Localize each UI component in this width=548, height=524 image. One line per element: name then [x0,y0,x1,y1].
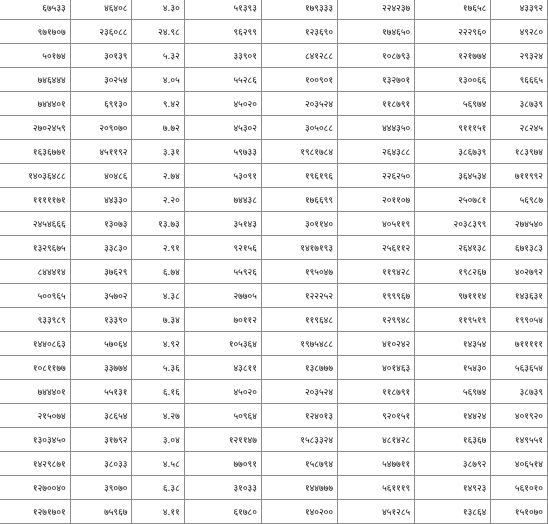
table-cell: २१५०७४ [0,404,70,428]
table-cell: ५१३९३ [184,0,261,20]
table-cell: ३८६५४ [70,404,132,428]
table-cell: २७७०५ [184,284,261,308]
table-cell: १५८३३२४ [261,428,337,452]
table-cell: ५५१३१ [70,380,132,404]
table-cell: १३२९६७५ [0,236,70,260]
table-cell: ७.७२ [132,116,184,140]
table-row [0,500,548,524]
table-cell: १५८७९४ [261,452,337,476]
table-cell: २९३२४ [491,44,548,68]
table-cell: २४.९८ [132,20,184,44]
table-cell: ५४७७११ [338,452,415,476]
table-cell: ३८०३३ [70,452,132,476]
table-cell: ४०१९२० [491,404,548,428]
table-cell: ११९५१९ [415,308,491,332]
table-cell: ३८७९२ [415,452,491,476]
table-cell: २०३५२४ [261,92,337,116]
table-cell: १३०७३ [70,212,132,236]
table-cell: २०११०७ [338,188,415,212]
table-row [0,284,548,308]
table-cell: ४५१२८५ [338,500,415,524]
table-cell: ३३८३० [70,236,132,260]
table-cell: १५१०७० [491,500,548,524]
table-cell: ५६९७४ [415,92,491,116]
table-cell: १९८२६७ [415,260,491,284]
table-cell: ७७०९१ [184,452,261,476]
table-cell: १२११४७ [184,428,261,452]
table-row [0,68,548,92]
table-cell: ३.०४ [132,428,184,452]
table-cell: ३९०७० [70,476,132,500]
table-cell: ५५९२६ [184,260,261,284]
table-cell: ९१११५१ [415,116,491,140]
table-cell: १२१७७४ [415,44,491,68]
table-cell: १२२२५२ [261,284,337,308]
table-cell: ४६४०८ [70,0,132,20]
table-cell: ५०१७४ [0,44,70,68]
table-cell: ३०५०८८ [261,116,337,140]
table-cell: १३८६४ [415,500,491,524]
table-cell: २८२४५ [491,116,548,140]
table-cell: २२२९६० [415,20,491,44]
table-cell: ३३९०१ [184,44,261,68]
table-cell: ९६२९९ [184,20,261,44]
table-cell: ७४४४०१ [0,380,70,404]
table-cell: ६१७८० [184,500,261,524]
table-cell: १४९५५१ [491,428,548,452]
table-cell: ५००९६५ [0,284,70,308]
table-cell: ४०४८६ [70,164,132,188]
table-cell: ४०५११९ [338,212,415,236]
table-cell: २६४१३८ [415,236,491,260]
table-cell: २७४५४० [491,212,548,236]
table-cell: ५९७३३ [184,140,261,164]
table-cell: १११११७१ [0,188,70,212]
table-cell: १८३९७४ [491,140,548,164]
table-cell: ३८६७३९ [415,140,491,164]
table-cell: २६४३८८ [338,140,415,164]
table-cell: ९३३९८९ [0,308,70,332]
table-cell: १९६१९६ [261,164,337,188]
table-cell: ४५११९२ [70,140,132,164]
table-cell: १७६५८ [415,0,491,20]
table-cell: २.२० [132,188,184,212]
table-cell: १०८७९३ [338,44,415,68]
table-cell: १३००६६ [415,68,491,92]
table-cell: ९७१११४ [415,284,491,308]
table-cell: २.७४ [132,164,184,188]
table-row [0,164,548,188]
table-cell: ४.२७ [132,404,184,428]
table-cell: १९७५४८८ [261,332,337,356]
table-cell: ५६३६५४ [491,356,548,380]
table-cell: १३२७०१ [338,68,415,92]
table-cell: १६३६७ [415,428,491,452]
table-cell: ३७६२९ [70,260,132,284]
table-cell: ४५३०२ [184,116,261,140]
table-cell: २५०७८१ [415,188,491,212]
table-cell: ११८७९१ [338,92,415,116]
table-row [0,188,548,212]
table-cell: ९.४२ [132,92,184,116]
table-cell: ७०११२ [184,308,261,332]
table-cell: ७.३४ [132,308,184,332]
table-cell: १४९२३ [415,476,491,500]
table-cell: १९९०५४ [491,308,548,332]
table-cell: ४.३८ [132,284,184,308]
table-row [0,0,548,20]
table-cell: ९७१७०७ [0,20,70,44]
table-cell: १४२९८७१ [0,452,70,476]
table-cell: ११९६४८ [261,308,337,332]
table-cell: १९९९६७ [338,284,415,308]
table-cell: ५६९८७ [491,188,548,212]
table-cell: ३०१३९ [70,44,132,68]
table-cell: १००९०१ [261,68,337,92]
table-cell: ७१११११ [491,332,548,356]
table-cell: ६.१६ [132,380,184,404]
table-cell: ५६१११९ [338,476,415,500]
table-cell: ६७५३३ [0,0,70,20]
table-cell: ८४१२८८ [261,44,337,68]
table-row [0,332,548,356]
table-cell: ४१०२४२ [338,332,415,356]
table-row [0,92,548,116]
table-cell: २७०२४५९ [0,116,70,140]
table-cell: ६९१३० [70,92,132,116]
table-cell: ९२०१५१ [338,404,415,428]
table-cell: ९२१५६ [184,236,261,260]
table-cell: १४१७१९३ [261,236,337,260]
table-cell: २५६११२ [338,236,415,260]
table-cell: १२७००४० [0,476,70,500]
table-cell: ९६६६५ [491,68,548,92]
table-cell: ३०२५४ [70,68,132,92]
table-cell: ४.३० [132,0,184,20]
table-cell: ४.९२ [132,332,184,356]
table-cell: १४४२४ [415,404,491,428]
table-cell: ११९४२८ [338,260,415,284]
table-row [0,140,548,164]
table-cell: १२३६९० [261,20,337,44]
table-cell: २०३८३९९ [415,212,491,236]
table-row [0,236,548,260]
table-cell: ६७१३८३ [491,236,548,260]
table-row [0,428,548,452]
table-cell: ७४४३८ [184,188,261,212]
table-cell: ४०२७९२ [491,260,548,284]
table-cell: १७६६९९ [261,188,337,212]
table-cell: ६.७४ [132,260,184,284]
table-cell: ४९२८० [491,20,548,44]
table-cell: १०८११७७ [0,356,70,380]
table-cell: १६३६७७१ [0,140,70,164]
table-cell: १३८७७७ [261,356,337,380]
table-cell: १५४३० [415,356,491,380]
table-cell: ७४४४०१ [0,92,70,116]
table-cell: १९५०४७ [261,260,337,284]
table-row [0,308,548,332]
table-cell: ३३७७४ [70,356,132,380]
table-cell: ५६९७४ [415,380,491,404]
table-cell: ३.३१ [132,140,184,164]
table-row [0,476,548,500]
table-cell: ४.०५ [132,68,184,92]
table-row [0,20,548,44]
table-row [0,404,548,428]
table-row [0,356,548,380]
table-cell: १४०२०० [261,500,337,524]
table-row [0,116,548,140]
table-cell: ४३८११ [184,356,261,380]
table-row [0,260,548,284]
table-cell: २२४२३७ [338,0,415,20]
table-cell: ७११९९२ [491,164,548,188]
table-cell: १४०३६४८८ [0,164,70,188]
table-cell: ४.५८ [132,452,184,476]
table-cell: ६.३८ [132,476,184,500]
table-cell: ४८१४२८ [338,428,415,452]
table-cell: ७५९६७ [70,500,132,524]
table-cell: ५.३२ [132,44,184,68]
table-cell: १२७१७०१ [0,500,70,524]
table-cell: ३६४५३४ [415,164,491,188]
table-row [0,212,548,236]
table-cell: ४५०२० [184,380,261,404]
table-row [0,44,548,68]
table-cell: ३१०३३ [184,476,261,500]
table-cell: ५३०९१ [184,164,261,188]
table-cell: १७९३३३ [261,0,337,20]
table-cell: २०३५२४ [261,380,337,404]
table-cell: १४३५४ [415,332,491,356]
table-cell: ८४४४१४ [0,260,70,284]
table-cell: ५५२८६ [184,68,261,92]
table-cell: १३३९० [70,308,132,332]
table-cell: ४०६५१४ [491,452,548,476]
table-cell: ३५१४३ [184,212,261,236]
table-cell: १९८१७८४ [261,140,337,164]
table-cell: ४३३९२ [491,0,548,20]
table-cell: १२९९४८ [338,308,415,332]
table-cell: ४४४३५० [338,116,415,140]
table-cell: ५७०६४ [70,332,132,356]
table-cell: २.९१ [132,236,184,260]
table-cell: ४.११ [132,500,184,524]
table-cell: १३०३४५० [0,428,70,452]
table-cell: १२४०१३ [261,404,337,428]
table-cell: ५०९६४ [184,404,261,428]
table-cell: ३८७३९ [491,380,548,404]
table-cell: २४५४६६६ [0,212,70,236]
table-cell: १०५३६४ [184,332,261,356]
table-cell: ३८७३९ [491,92,548,116]
table-cell: ५.३६ [132,356,184,380]
table-cell: ३१७९२ [70,428,132,452]
table-cell: ३५७०२ [70,284,132,308]
table-cell: ७४६४४४ [0,68,70,92]
table-cell: ११८७९१ [338,380,415,404]
table-cell: १४४०८६३ [0,332,70,356]
table-cell: १३.७३ [132,212,184,236]
table-cell: ४४३३० [70,188,132,212]
table-cell: १४३६३१ [491,284,548,308]
table-cell: १७४६५० [338,20,415,44]
table-cell: १४४७७७ [261,476,337,500]
table-cell: २०९०७० [70,116,132,140]
table-cell: ४०१४६३ [338,356,415,380]
table-cell: २२६२५० [338,164,415,188]
table-cell: ३०११४० [261,212,337,236]
table-row [0,380,548,404]
table-cell: ५६१०१० [491,476,548,500]
table-cell: २३६०८८ [70,20,132,44]
table-cell: ४५०२० [184,92,261,116]
